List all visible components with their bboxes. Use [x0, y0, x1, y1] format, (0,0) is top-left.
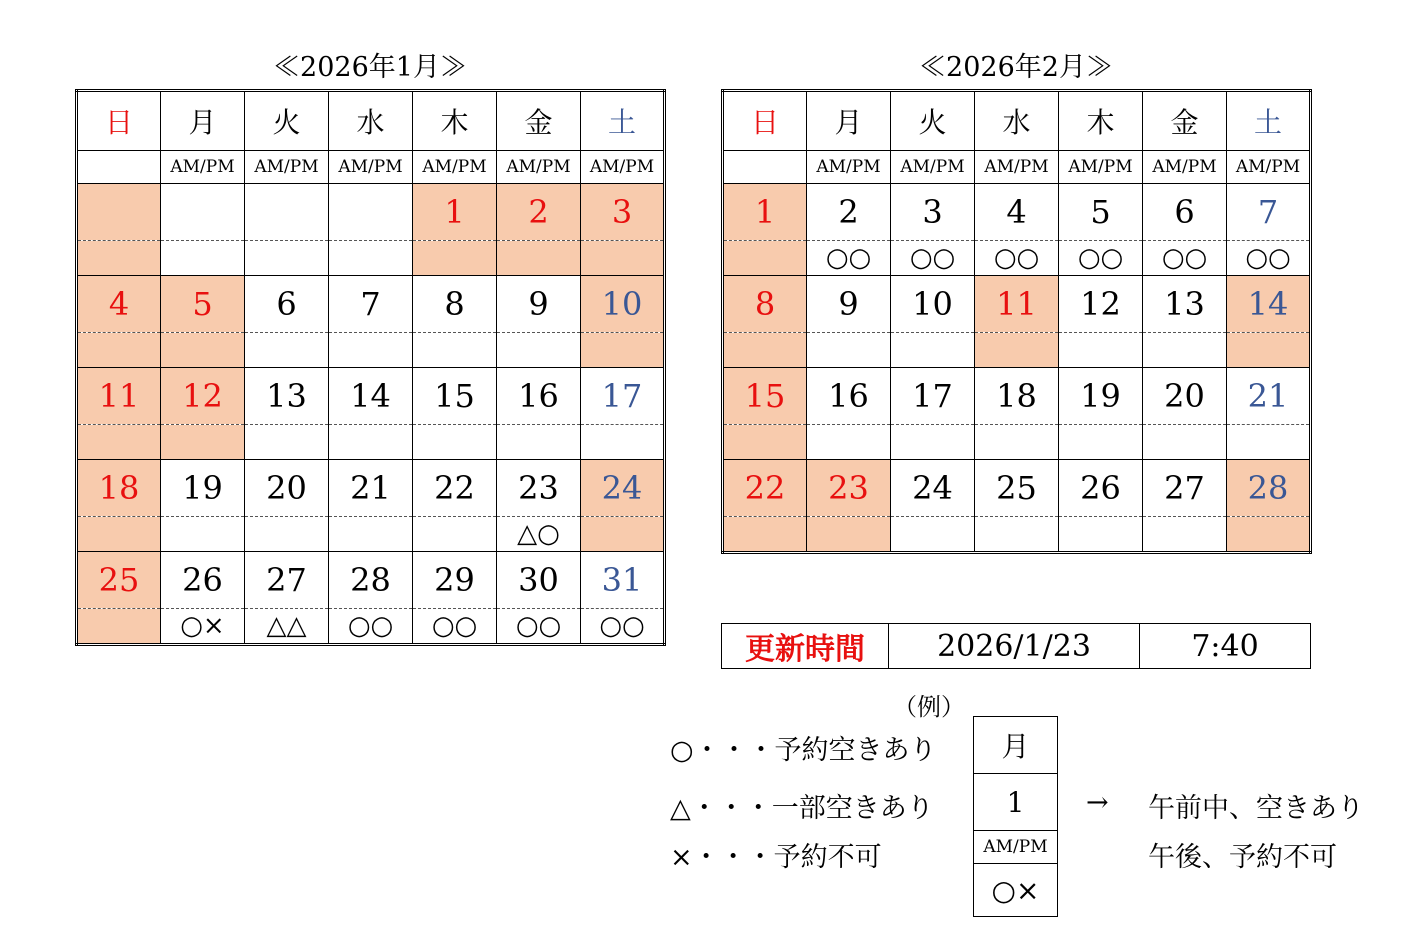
availability-mark [77, 609, 161, 645]
availability-mark [77, 241, 161, 276]
date-cell: 15 [723, 368, 807, 425]
date-cell: 9 [497, 276, 581, 333]
update-time-table [721, 623, 1311, 669]
availability-mark [329, 425, 413, 460]
date-cell: 8 [413, 276, 497, 333]
availability-mark [581, 333, 665, 368]
date-cell: 21 [1227, 368, 1311, 425]
availability-mark [497, 241, 581, 276]
weekday-header: 火 [891, 91, 975, 151]
date-cell: 17 [581, 368, 665, 425]
legend-partial: △・・・一部空きあり [670, 793, 934, 824]
availability-mark: ○○ [413, 609, 497, 645]
availability-mark [581, 241, 665, 276]
date-cell: 10 [581, 276, 665, 333]
availability-mark [1227, 425, 1311, 460]
date-cell: 18 [77, 460, 161, 517]
date-cell: 20 [245, 460, 329, 517]
availability-mark [245, 241, 329, 276]
availability-mark [581, 517, 665, 552]
date-cell: 17 [891, 368, 975, 425]
date-cell: 24 [891, 460, 975, 517]
date-cell: 19 [161, 460, 245, 517]
weekday-header: 土 [581, 91, 665, 151]
date-cell: 12 [161, 368, 245, 425]
date-cell: 19 [1059, 368, 1143, 425]
update-date: 2026/1/23 [889, 624, 1140, 669]
date-cell: 6 [245, 276, 329, 333]
weekday-header: 月 [161, 91, 245, 151]
ampm-label: AM/PM [807, 151, 891, 184]
date-cell: 2 [807, 184, 891, 241]
availability-mark [1227, 333, 1311, 368]
availability-mark: ○○ [1059, 241, 1143, 276]
availability-mark [1143, 517, 1227, 553]
availability-mark [723, 425, 807, 460]
weekday-header: 金 [497, 91, 581, 151]
calendar-january [75, 89, 666, 646]
availability-mark: ○○ [1143, 241, 1227, 276]
date-cell: 26 [161, 552, 245, 609]
availability-mark [497, 425, 581, 460]
date-cell [329, 184, 413, 241]
availability-mark [497, 333, 581, 368]
availability-mark [723, 333, 807, 368]
date-cell: 6 [1143, 184, 1227, 241]
weekday-header: 日 [723, 91, 807, 151]
date-cell: 14 [1227, 276, 1311, 333]
ampm-label: AM/PM [497, 151, 581, 184]
date-cell: 5 [161, 276, 245, 333]
date-cell: 8 [723, 276, 807, 333]
availability-mark: ○○ [807, 241, 891, 276]
date-cell: 15 [413, 368, 497, 425]
date-cell: 24 [581, 460, 665, 517]
date-cell: 21 [329, 460, 413, 517]
weekday-header: 日 [77, 91, 161, 151]
date-cell: 5 [1059, 184, 1143, 241]
weekday-header: 土 [1227, 91, 1311, 151]
date-cell: 16 [497, 368, 581, 425]
weekday-header: 水 [975, 91, 1059, 151]
ampm-label: AM/PM [891, 151, 975, 184]
availability-mark [329, 241, 413, 276]
date-cell: 23 [497, 460, 581, 517]
date-cell: 12 [1059, 276, 1143, 333]
date-cell: 16 [807, 368, 891, 425]
update-time-label: 更新時間 [722, 624, 889, 669]
date-cell [77, 184, 161, 241]
availability-mark [723, 241, 807, 276]
ampm-label: AM/PM [413, 151, 497, 184]
availability-mark [891, 333, 975, 368]
date-cell: 22 [723, 460, 807, 517]
availability-mark [975, 333, 1059, 368]
availability-mark [161, 425, 245, 460]
availability-mark [245, 333, 329, 368]
arrow-icon: → [1086, 787, 1109, 818]
example-explain-pm: 午後、予約不可 [1148, 842, 1337, 873]
legend-available: ○・・・予約空きあり [670, 735, 937, 766]
availability-mark [723, 517, 807, 553]
availability-mark [975, 425, 1059, 460]
calendar-title-jan: ≪2026年1月≫ [273, 52, 467, 83]
availability-mark [413, 425, 497, 460]
availability-mark [891, 425, 975, 460]
availability-mark [581, 425, 665, 460]
legend-unavailable: ×・・・予約不可 [670, 842, 882, 873]
date-cell: 4 [77, 276, 161, 333]
date-cell: 9 [807, 276, 891, 333]
weekday-header: 火 [245, 91, 329, 151]
availability-mark [807, 333, 891, 368]
availability-mark: ○○ [975, 241, 1059, 276]
availability-mark [413, 333, 497, 368]
date-cell: 13 [1143, 276, 1227, 333]
weekday-header: 木 [413, 91, 497, 151]
availability-mark [1143, 425, 1227, 460]
example-label: （例） [893, 693, 965, 721]
date-cell: 18 [975, 368, 1059, 425]
date-cell: 29 [413, 552, 497, 609]
availability-mark [891, 517, 975, 553]
availability-mark [413, 517, 497, 552]
availability-mark [329, 517, 413, 552]
availability-mark: ○○ [891, 241, 975, 276]
weekday-header: 木 [1059, 91, 1143, 151]
date-cell: 4 [975, 184, 1059, 241]
availability-mark [245, 517, 329, 552]
date-cell: 28 [1227, 460, 1311, 517]
date-cell: 26 [1059, 460, 1143, 517]
date-cell: 3 [581, 184, 665, 241]
availability-mark: ○× [161, 609, 245, 645]
date-cell: 13 [245, 368, 329, 425]
availability-mark: △○ [497, 517, 581, 552]
ampm-label: AM/PM [975, 151, 1059, 184]
availability-mark: ○○ [497, 609, 581, 645]
availability-mark [1143, 333, 1227, 368]
availability-mark [1227, 517, 1311, 553]
availability-mark [161, 241, 245, 276]
date-cell: 27 [1143, 460, 1227, 517]
availability-mark [77, 425, 161, 460]
availability-mark [161, 333, 245, 368]
date-cell: 27 [245, 552, 329, 609]
date-cell: 11 [77, 368, 161, 425]
date-cell: 7 [1227, 184, 1311, 241]
date-cell: 2 [497, 184, 581, 241]
ampm-label: AM/PM [329, 151, 413, 184]
example-ampm: AM/PM [974, 831, 1058, 864]
example-day: 1 [974, 774, 1058, 831]
date-cell: 1 [413, 184, 497, 241]
availability-mark [1059, 333, 1143, 368]
weekday-header: 金 [1143, 91, 1227, 151]
ampm-label: AM/PM [1143, 151, 1227, 184]
availability-mark [807, 517, 891, 553]
example-explain-am: 午前中、空きあり [1148, 793, 1364, 824]
availability-mark [245, 425, 329, 460]
calendar-february [721, 89, 1312, 554]
availability-mark [1059, 517, 1143, 553]
ampm-label: AM/PM [161, 151, 245, 184]
availability-mark: △△ [245, 609, 329, 645]
availability-mark: ○○ [581, 609, 665, 645]
example-mark: ○× [974, 864, 1058, 917]
date-cell: 25 [77, 552, 161, 609]
calendar-title-feb: ≪2026年2月≫ [919, 52, 1113, 83]
example-weekday: 月 [974, 717, 1058, 774]
example-cell [973, 716, 1058, 917]
update-time: 7:40 [1140, 624, 1311, 669]
date-cell: 3 [891, 184, 975, 241]
date-cell: 31 [581, 552, 665, 609]
availability-mark: ○○ [329, 609, 413, 645]
availability-mark: ○○ [1227, 241, 1311, 276]
ampm-label: AM/PM [1059, 151, 1143, 184]
date-cell: 23 [807, 460, 891, 517]
date-cell: 20 [1143, 368, 1227, 425]
ampm-label [77, 151, 161, 184]
availability-mark [1059, 425, 1143, 460]
availability-mark [161, 517, 245, 552]
ampm-label: AM/PM [1227, 151, 1311, 184]
availability-mark [329, 333, 413, 368]
ampm-label: AM/PM [245, 151, 329, 184]
weekday-header: 月 [807, 91, 891, 151]
date-cell: 14 [329, 368, 413, 425]
date-cell: 30 [497, 552, 581, 609]
ampm-label [723, 151, 807, 184]
availability-mark [77, 517, 161, 552]
availability-mark [77, 333, 161, 368]
date-cell: 25 [975, 460, 1059, 517]
availability-mark [413, 241, 497, 276]
date-cell: 11 [975, 276, 1059, 333]
date-cell: 22 [413, 460, 497, 517]
weekday-header: 水 [329, 91, 413, 151]
availability-mark [807, 425, 891, 460]
date-cell: 28 [329, 552, 413, 609]
ampm-label: AM/PM [581, 151, 665, 184]
date-cell [161, 184, 245, 241]
date-cell [245, 184, 329, 241]
availability-mark [975, 517, 1059, 553]
date-cell: 1 [723, 184, 807, 241]
date-cell: 7 [329, 276, 413, 333]
date-cell: 10 [891, 276, 975, 333]
